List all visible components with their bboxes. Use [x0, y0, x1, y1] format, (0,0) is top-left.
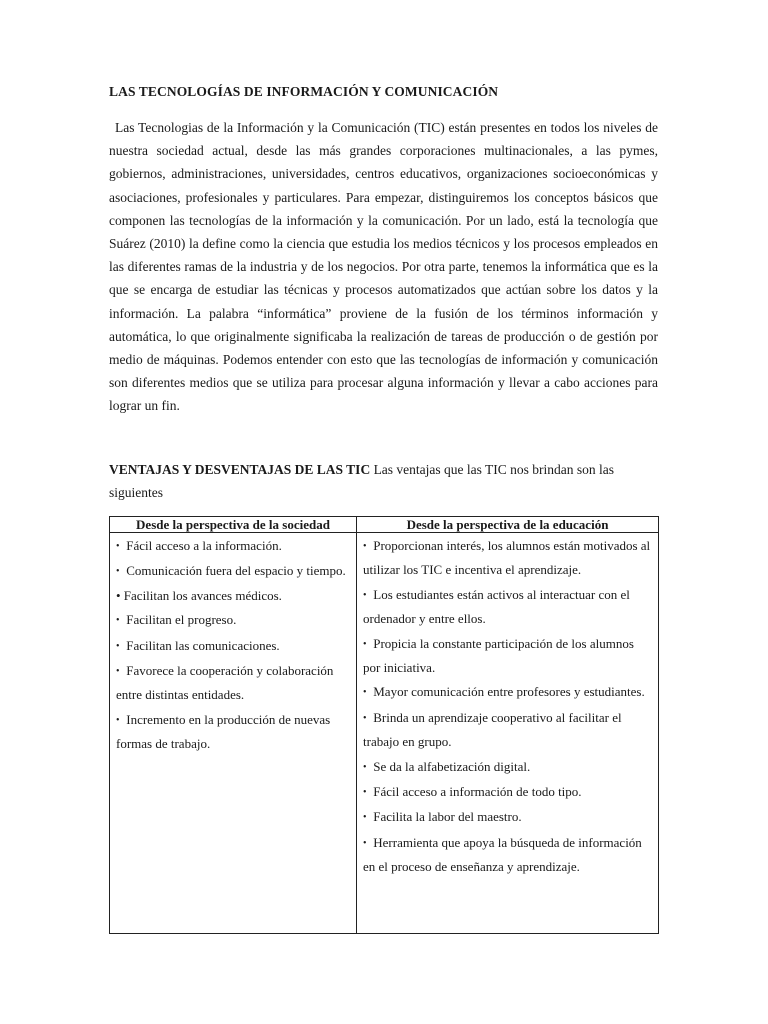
list-item: • Comunicación fuera del espacio y tiempo. • Facilitan los avances médicos. — [116, 559, 351, 607]
section-advantages-heading: VENTAJAS Y DESVENTAJAS DE LAS TIC — [109, 462, 371, 477]
list-item: • Fácil acceso a información de todo tipo. — [363, 780, 653, 804]
list-item: • Fácil acceso a la información. — [116, 534, 351, 558]
table-body-row — [110, 533, 659, 934]
list-item: • Propicia la constante participación de los alumnos por iniciativa. — [363, 632, 653, 680]
society-cell — [110, 533, 357, 934]
heading-tic: LAS TECNOLOGÍAS DE INFORMACIÓN Y COMUNICACIÓN — [109, 84, 499, 99]
bullet-icon: • — [363, 541, 367, 552]
bullet-icon: • — [363, 638, 367, 650]
bullet-icon: • — [116, 541, 120, 552]
list-item: • Facilitan el progreso. — [116, 608, 351, 632]
bullet-icon: • — [363, 712, 367, 724]
bullet-icon: • — [116, 566, 120, 578]
list-item: • Facilitan las comunicaciones. — [116, 634, 351, 658]
list-item: • Mayor comunicación entre profesores y estudiantes. — [363, 680, 653, 704]
list-item: • Facilita la labor del maestro. — [363, 805, 653, 829]
bullet-icon: • — [363, 837, 367, 849]
bullet-icon: • — [116, 615, 120, 627]
bullet-icon: • — [363, 812, 367, 824]
header-education: Desde la perspectiva de la educación — [357, 517, 659, 533]
intro-paragraph: Las Tecnologias de la Información y la Comunicación (TIC) están presentes en todos los niveles de nuestra sociedad actual, desde las más grandes corporaciones multinacionales, a las pymes, gobiernos, administraciones, universidades, centros educativos, organizaciones socioeconómicas y asociaciones, profesionales y particulares. Para empezar, distinguiremos los conceptos básicos que componen las tecnologías de la información y la comunicación. Por un lado, está la tecnología que Suárez (2010) la define como la ciencia que estudia los medios técnicos y los procesos empleados en las diferentes ramas de la industria y de los negocios. Por otra parte, tenemos la informática que es la que se encarga de estudiar las técnicas y procesos automatizados que actúan sobre los datos y la información. La palabra “informática” proviene de la fusión de los términos información y automática, lo que originalmente significaba la realización de tareas de producción o de gestión por medio de máquinas. Podemos entender con esto que las tecnologías de información y comunicación son diferentes medios que se utiliza para procesar alguna información y llevar a cabo acciones para lograr un fin. — [109, 120, 658, 414]
list-item: • Se da la alfabetización digital. — [363, 755, 653, 779]
list-item: • Los estudiantes están activos al interactuar con el ordenador y entre ellos. — [363, 583, 653, 631]
list-item: • Proporcionan interés, los alumnos están motivados al utilizar los TIC e incentiva el aprendizaje. — [363, 534, 653, 582]
list-item: • Favorece la cooperación y colaboración entre distintas entidades. — [116, 659, 351, 707]
list-item: • Incremento en la producción de nuevas formas de trabajo. — [116, 708, 351, 756]
advantages-table — [109, 516, 659, 934]
bullet-icon: • — [116, 714, 120, 726]
bullet-icon: • — [363, 787, 367, 799]
bullet-icon: • — [116, 640, 120, 652]
header-society: Desde la perspectiva de la sociedad — [110, 517, 357, 533]
society-list — [116, 534, 351, 756]
education-cell — [357, 533, 659, 934]
table-header-row — [110, 517, 659, 533]
bullet-icon: • — [363, 687, 367, 699]
bullet-icon: • — [116, 666, 120, 678]
list-item: • Brinda un aprendizaje cooperativo al facilitar el trabajo en grupo. — [363, 706, 653, 754]
bullet-icon: • — [363, 589, 367, 601]
section-advantages — [109, 458, 658, 504]
list-item: • Herramienta que apoya la búsqueda de información en el proceso de enseñanza y aprendizaje. — [363, 831, 653, 879]
section-advantages-intro: Las ventajas que las TIC nos brindan son las siguientes — [109, 462, 615, 500]
bullet-icon: • — [363, 761, 367, 773]
education-list — [363, 534, 653, 879]
